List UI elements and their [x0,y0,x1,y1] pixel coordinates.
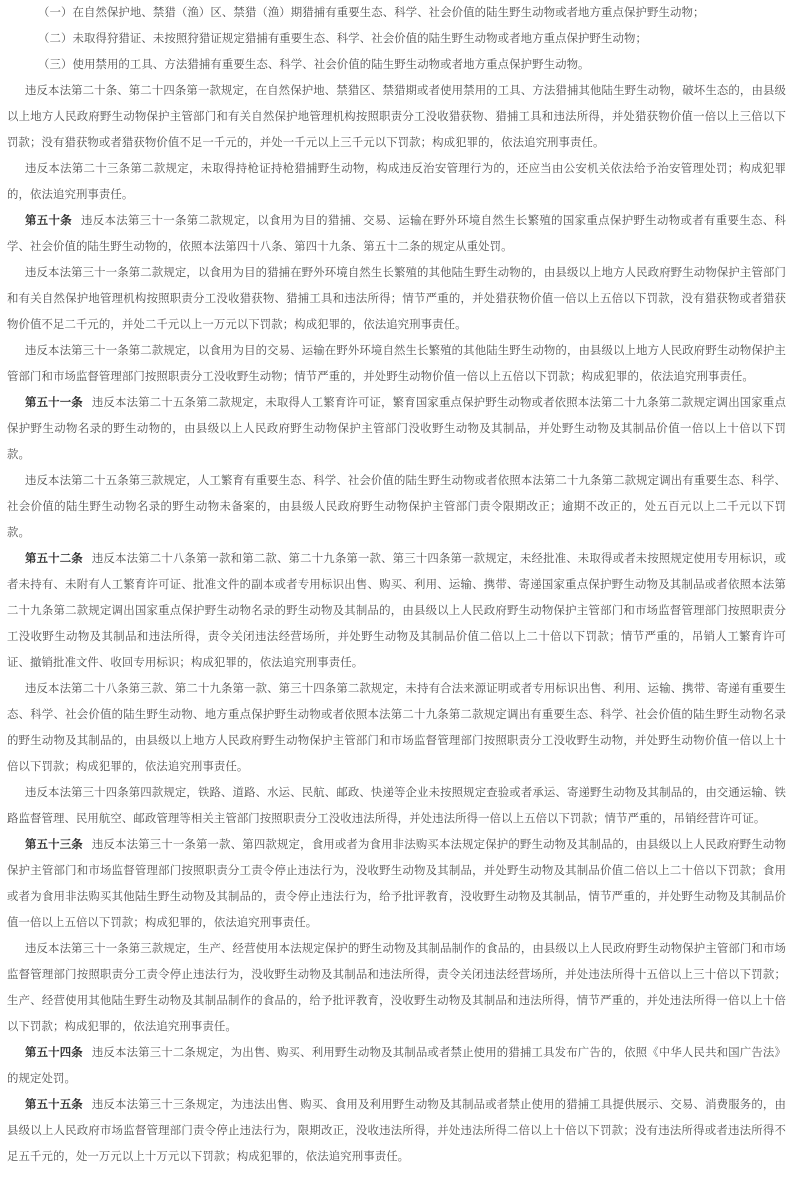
article-number: 第五十条 [25,215,73,227]
paragraph: 违反本法第二十条、第二十四条第一款规定，在自然保护地、禁猎区、禁猎期或者使用禁用的工具、方法猎捕其他陆生野生动物，破坏生态的，由县级以上地方人民政府野生动物保护主管部门和有关自然保护地管理机构按照职责分工没收猎获物、猎捕工具和违法所得，并处猎获物价值一倍以上三倍以下罚款；没有猎获物或者猎获物价值不足一千元的，并处一千元以上三千元以下罚款；构成犯罪的，依法追究刑事责任。 [7,85,786,149]
list-item: （二）未取得狩猎证、未按照狩猎证规定猎捕有重要生态、科学、社会价值的陆生野生动物或者地方重点保护野生动物； [38,33,648,45]
paragraph: 违反本法第二十五条第三款规定，人工繁育有重要生态、科学、社会价值的陆生野生动物或者依照本法第二十九条第二款规定调出有重要生态、科学、社会价值的陆生野生动物名录的野生动物未备案的，由县级人民政府野生动物保护主管部门责令限期改正；逾期不改正的，处五百元以上二千元以下罚款。 [7,475,786,539]
list-item: （三）使用禁用的工具、方法猎捕有重要生态、科学、社会价值的陆生野生动物或者地方重点保护野生动物。 [38,59,590,71]
article-number: 第五十二条 [25,553,83,565]
article-paragraph: 第五十二条 违反本法第二十八条第一款和第二款、第二十九条第一款、第三十四条第一款规定，未经批准、未取得或者未按照规定使用专用标识，或者未持有、未附有人工繁育许可证、批准文件的副本或者专用标识出售、购买、利用、运输、携带、寄递国家重点保护野生动物及其制品或者依照本法第二十九条第二款规定调出国家重点保护野生动物名录的野生动物及其制品的，由县级以上人民政府野生动物保护主管部门和市场监督管理部门按照职责分工没收野生动物及其制品和违法所得，责令关闭违法经营场所，并处野生动物及其制品价值二倍以上二十倍以下罚款；情节严重的，吊销人工繁育许可证、撤销批准文件、收回专用标识；构成犯罪的，依法追究刑事责任。 [7,553,786,669]
article-paragraph: 第五十条 违反本法第三十一条第二款规定，以食用为目的猎捕、交易、运输在野外环境自然生长繁殖的国家重点保护野生动物或者有重要生态、科学、社会价值的陆生野生动物的，依照本法第四十八条、第四十九条、第五十二条的规定从重处罚。 [7,215,786,253]
paragraph: 违反本法第二十八条第三款、第二十九条第一款、第三十四条第二款规定，未持有合法来源证明或者专用标识出售、利用、运输、携带、寄递有重要生态、科学、社会价值的陆生野生动物、地方重点保护野生动物或者依照本法第二十九条第二款规定调出有重要生态、科学、社会价值的陆生野生动物名录的野生动物及其制品的，由县级以上地方人民政府野生动物保护主管部门和市场监督管理部门按照职责分工没收野生动物，并处野生动物价值一倍以上十倍以下罚款；构成犯罪的，依法追究刑事责任。 [7,683,786,773]
article-paragraph: 第五十三条 违反本法第三十一条第一款、第四款规定，食用或者为食用非法购买本法规定保护的野生动物及其制品的，由县级以上人民政府野生动物保护主管部门和市场监督管理部门按照职责分工责令停止违法行为，没收野生动物及其制品，并处野生动物及其制品价值二倍以上二十倍以下罚款；食用或者为食用非法购买其他陆生野生动物及其制品的，责令停止违法行为，给予批评教育，没收野生动物及其制品，情节严重的，并处野生动物及其制品价值一倍以上五倍以下罚款；构成犯罪的，依法追究刑事责任。 [7,839,786,929]
article-number: 第五十三条 [25,839,83,851]
article-paragraph: 第五十四条 违反本法第三十二条规定，为出售、购买、利用野生动物及其制品或者禁止使用的猎捕工具发布广告的，依照《中华人民共和国广告法》的规定处罚。 [7,1047,786,1085]
list-item: （一）在自然保护地、禁猎（渔）区、禁猎（渔）期猎捕有重要生态、科学、社会价值的陆生野生动物或者地方重点保护野生动物； [38,7,705,19]
article-number: 第五十五条 [25,1099,83,1111]
paragraph: 违反本法第三十四条第四款规定，铁路、道路、水运、民航、邮政、快递等企业未按照规定查验或者承运、寄递野生动物及其制品的，由交通运输、铁路监督管理、民用航空、邮政管理等相关主管部门按照职责分工没收违法所得，并处违法所得一倍以上五倍以下罚款；情节严重的，吊销经营许可证。 [7,787,786,825]
legal-text-body [7,0,786,1170]
paragraph: 违反本法第二十三条第二款规定，未取得持枪证持枪猎捕野生动物，构成违反治安管理行为的，还应当由公安机关依法给予治安管理处罚；构成犯罪的，依法追究刑事责任。 [7,163,786,201]
article-number: 第五十四条 [25,1047,83,1059]
article-paragraph: 第五十五条 违反本法第三十三条规定，为违法出售、购买、食用及利用野生动物及其制品或者禁止使用的猎捕工具提供展示、交易、消费服务的，由县级以上人民政府市场监督管理部门责令停止违法行为，限期改正，没收违法所得，并处违法所得二倍以上十倍以下罚款；没有违法所得或者违法所得不足五千元的，处一万元以上十万元以下罚款；构成犯罪的，依法追究刑事责任。 [7,1099,786,1163]
article-paragraph: 第五十一条 违反本法第二十五条第二款规定，未取得人工繁育许可证，繁育国家重点保护野生动物或者依照本法第二十九条第二款规定调出国家重点保护野生动物名录的野生动物的，由县级以上人民政府野生动物保护主管部门没收野生动物及其制品，并处野生动物及其制品价值一倍以上十倍以下罚款。 [7,397,786,461]
paragraph: 违反本法第三十一条第二款规定，以食用为目的猎捕在野外环境自然生长繁殖的其他陆生野生动物的，由县级以上地方人民政府野生动物保护主管部门和有关自然保护地管理机构按照职责分工没收猎获物、猎捕工具和违法所得；情节严重的，并处猎获物价值一倍以上五倍以下罚款，没有猎获物或者猎获物价值不足二千元的，并处二千元以上一万元以下罚款；构成犯罪的，依法追究刑事责任。 [7,267,786,331]
paragraph: 违反本法第三十一条第三款规定，生产、经营使用本法规定保护的野生动物及其制品制作的食品的，由县级以上人民政府野生动物保护主管部门和市场监督管理部门按照职责分工责令停止违法行为，没收野生动物及其制品和违法所得，责令关闭违法经营场所，并处违法所得十五倍以上三十倍以下罚款；生产、经营使用其他陆生野生动物及其制品制作的食品的，给予批评教育，没收野生动物及其制品和违法所得，情节严重的，并处违法所得一倍以上十倍以下罚款；构成犯罪的，依法追究刑事责任。 [7,943,786,1033]
paragraph: 违反本法第三十一条第二款规定，以食用为目的交易、运输在野外环境自然生长繁殖的其他陆生野生动物的，由县级以上地方人民政府野生动物保护主管部门和市场监督管理部门按照职责分工没收野生动物；情节严重的，并处野生动物价值一倍以上五倍以下罚款；构成犯罪的，依法追究刑事责任。 [7,345,786,383]
article-number: 第五十一条 [25,397,83,409]
